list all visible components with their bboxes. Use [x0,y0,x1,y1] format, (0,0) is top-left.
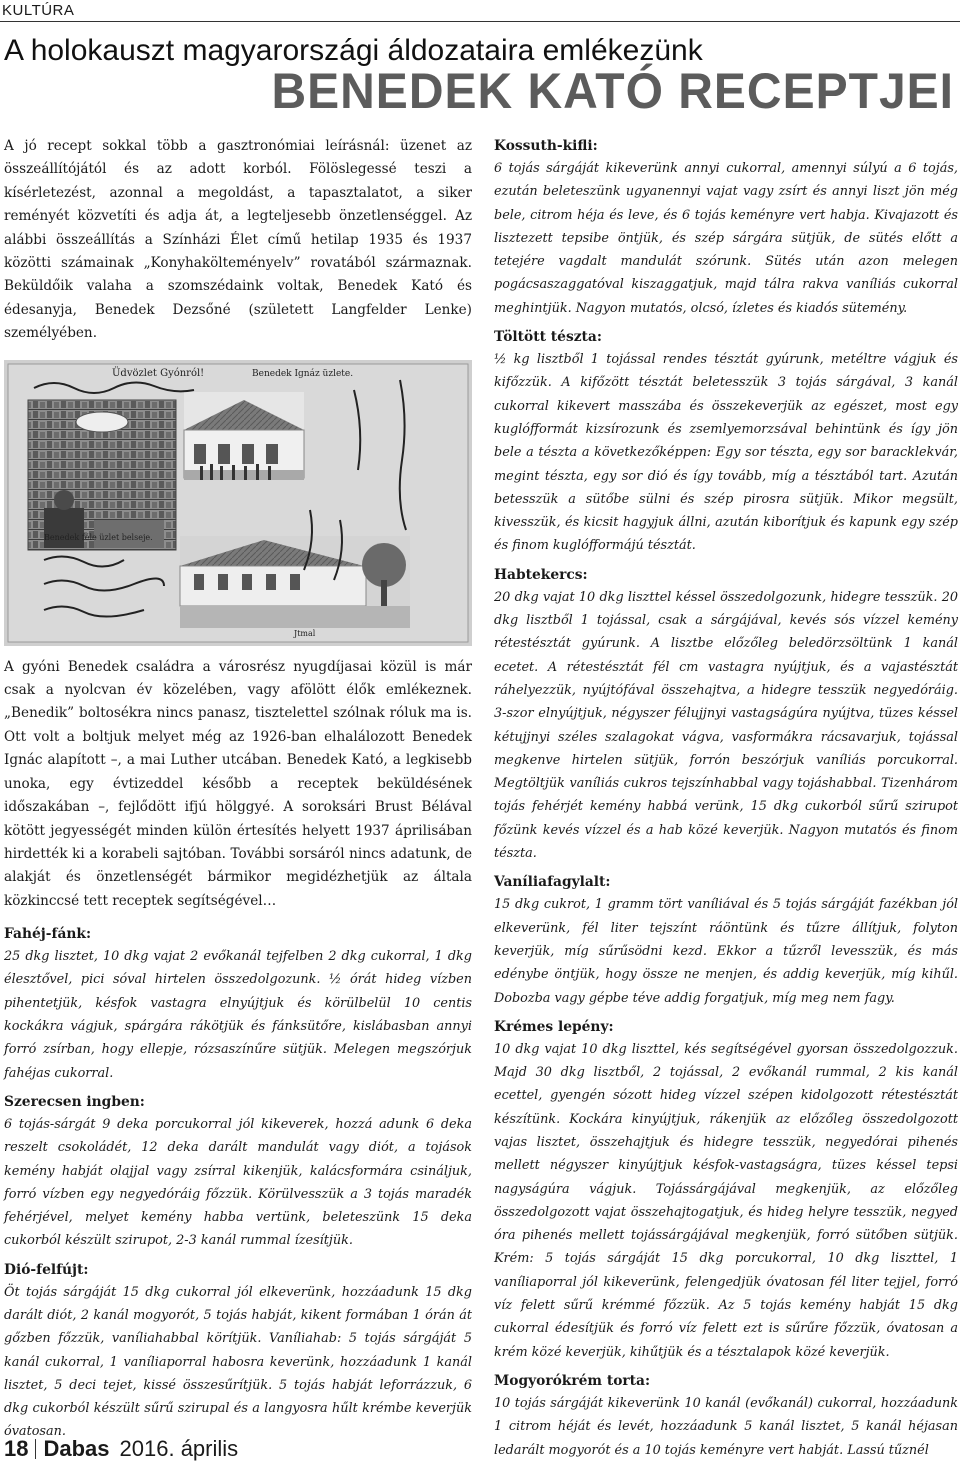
caption-bottom-right: Jtmal [294,628,316,638]
recipe-title: Krémes lepény: [494,1018,614,1035]
intro-paragraph: A jó recept sokkal több a gasztronómiai leírásnál: üzenet az összeállítójától és az adott korból. Fölöslegessé teszi a kísérletezést, azonnal a megoldást, a tapasztalatot, a siker reményét közvetíti és adja át, a legteljesebb önzetlenséggel. Az alábbi összeállítás a Színházi Élet című hetilap 1935 és 1937 közötti számainak „Konyhakölteményelv” rovatából származnak. Beküldőik valaha a szomszédaink voltak, Benedek Kató és édesanyja, Benedek Dezsőné (született Langfelder Lenke) személyében. [4,138,472,342]
footer-separator [35,1439,36,1459]
caption-interior: Benedek féle üzlet belseje. [44,532,153,542]
recipe-title: Kossuth-kifli: [494,138,598,154]
recipes-right-list [494,135,958,1462]
left-column [4,135,472,1444]
recipe-text: 10 tojás sárgáját kikeverünk 10 kanál (evőkanál) cukorral, hozzáadunk 1 citrom héját és levét, hozzáadunk 5 kanál lisztet, 5 kanál héjasan ledarált mogyorót és a 10 tojás keményre vert habját. Lassú tűznél [494,1395,958,1458]
recipe-text: 15 dkg cukrot, 1 gramm tört vaníliával és 5 tojás sárgáját fazékban jól elkeverünk, fél liter tejszínt ráöntünk és tűzre állítjuk, folyton keverjük, míg sűrűsödni kezd. Ekkor a tűzről levesszük, és más edénybe öntjük, hogy össze ne menjen, és addig keverjük, míg kihűl. Dobozba vagy gépbe téve addig forgatjuk, míg meg nem fagy. [494,897,958,1006]
recipe-text: Öt tojás sárgáját 15 dkg cukorral jól elkeverünk, hozzáadunk 15 dkg darált diót, 2 kanál mogyorót, 5 tojás habját, kikent formában 1 órán át gőzben főzzük, vaníliahabbal körítjük. Vaníliahab: 5 tojás sárgáját 5 kanál cukorral, 1 vaníliaporral habosra keverünk, hozzáadunk 1 kanál lisztet, 5 deci tejet, kissé összesűrítjük. 5 tojás habját leforrázzuk, 6 dkg cukorból készült sűrű szirupal és a langyosra hűlt krémbe keverjük óvatosan. [4,1284,472,1440]
issue-date: 2016. április [119,1436,239,1461]
historic-postcard-image [4,360,472,646]
caption-top-left: Üdvözlet Gyónról! [112,367,205,379]
recipe-title: Habtekercs: [494,566,588,583]
right-column [494,135,958,1462]
recipe-text: 6 tojás-sárgát 9 deka porcukorral jól kikeverek, hozzá adunk 6 deka reszelt csokoládét, 12 deka darált mandulát vagy diót, a tojások kemény habját olajjal vagy zsírral kikenjük, kalácsformára csináljuk, forró vízben egy negyedóráig főzzük. Körülvesszük a 3 tojás maradék fehérjével, melyet kemény habba vertünk, beleteszünk 15 deka cukorból készült szirupot, 2-3 kanál rummal ízesítjük. [4,1116,472,1249]
recipe-text: 20 dkg vajat 10 dkg liszttel késsel összedolgozunk, hidegre tesszük. 20 dkg lisztből 1 tojással, csak a sárgájával, kevés sós vízzel kemény rétestésztát gyúrunk. A lisztbe előzőleg beledörzsöltünk 1 kanál ecetet. A rétestésztát fél cm vastagra nyújtjuk, és a vajastésztát ráhelyezzük, nyújtófával összehajtva, a hidegre tesszük negyedóráig. 3-szor elnyújtjuk, négyszer félujjnyi vastagságúra nyújtva, tüzes késsel kétujjnyi széles szalagokat vágva, vasformákra rácsavarjuk, tojással megkenve hirtelen sütjük, forrón beszórjuk vaníliás porcukorral. Megtöltjük vaníliás cukros tejszínhabbal vagy tojáshabbal. Tizenhárom tojás fehérjét kemény habbá verünk, 15 dkg cukorból sűrű szirupot főzünk kevés vízzel és a hab közé keverjük. Nagyon mutatós és finom tészta. [494,589,958,862]
recipe-title: Mogyorókrém torta: [494,1372,651,1389]
recipe-text: ½ kg lisztből 1 tojással rendes tésztát gyúrunk, metéltre vágjuk és kifőzzük. A kifőzött tésztát beletesszük 3 tojás sárgával, 3 kanál cukorral kikevert masszába és összekeverjük az egészet, most egy kuglófformát kizsírozunk és zsemlyemorzsával behintünk és így jön bele a tészta a következőképpen: Egy sor tészta, egy sor baracklekvár, megint tészta, egy sor dió és így tovább, míg a tésztából tart. Azután betesszük a sütőbe sülni és szép pirosra sütjük. Mikor megsült, kivesszük, és kicsit hagyjuk állni, azután kiborítjuk és kapunk egy szép és finom kuglófformájú tésztát. [494,352,958,554]
recipes-left-list [4,923,472,1444]
recipe-title: Fahéj-fánk: [4,926,92,943]
article-headline: BENEDEK KATÓ RECEPTJEI [271,63,954,120]
article-kicker: A holokauszt magyarországi áldozataira emlékezünk [4,34,703,67]
page-footer [4,1436,238,1462]
recipe-title: Szerecsen ingben: [4,1093,145,1110]
publication-name: Dabas [43,1436,110,1461]
recipe-text: 6 tojás sárgáját kikeverünk annyi cukorral, amennyi súlyú a 6 tojás, ezután beleteszünk ugyanennyi vajat vagy zsírt és annyi liszt jön még bele, citrom héja és leve, és 6 tojás keményre vert habja. Kivajazott és lisztezett tepsibe öntjük, és szép sárgára sütjük, de sütés előtt a tetejére vagdalt mandulát szórunk. Sütés után azon melegen pogácsaszaggatóval kiszaggatjuk, majd tálra rakva vaníliás cukorral meghintjük. Nagyon mutatós, olcsó, ízletes és kiadós sütemény. [494,161,958,316]
postcard-illustration [4,360,472,646]
page-number: 18 [4,1436,29,1461]
recipe-text: 10 dkg vajat 10 dkg liszttel, kés segítségével gyorsan összedolgozzuk. Majd 30 dkg lisztből, 2 tojással, 2 evőkanál rummal, 2 kis kanál ecettel, gyengén sózott hideg vízzel szépen kidolgozott rétestésztát készítünk. Kockára kinyújtjuk, rákenjük az előzőleg összedolgozott vajas lisztet, összehajtjuk és hidegre tesszük, negyedórai pihenés mellett négyszer kinyújtjuk késfok-vastagságra, tüzes késsel tepsi nagyságúra vágjuk. Tojássárgájával megkenjük, az előzőleg összedolgozott vajat összehajtogatjuk, és hideg helyre tesszük, negyed óra pihenés mellett tojássárgájával megkenjük, forró sütőben sütjük. Krém: 5 tojás sárgáját 15 dkg porcukorral, 10 dkg liszttel, 1 vaníliaporral jól kikeverünk, felengedjük óvatosan fél liter tejjel, forró víz felett sűrű krémmé főzzük. Az 5 tojás kemény habját 15 dkg cukorral édesítjük és forró víz felett ezt is sűrűre főzzük, óvatosan a krém közé keverjük, kihűtjük és a tésztalapok közé keverjük. [494,1041,958,1360]
story-paragraph: A gyóni Benedek családra a városrész nyugdíjasai közül is már csak a nyolcvan év közelében, vagy afölött élők emlékeznek. „Benedik” boltosékra nincs panasz, tisztelettel szólnak róluk ma is. Ott volt a boltjuk melyet még az 1926-ban elhalálozott Benedek Ignác alapított –, a mai Luther utcában. Benedek Kató, a legkisebb unoka, egy évtizeddel később a receptek beküldésének időszakában –, fejlődött ifjú hölggyé. A soroksári Brust Bélával kötött jegyességét minden külön értesítés helyett 1937 áprilisában hirdették ki a korabeli sajtóban. További sorsáról nincs adatunk, de alakját és önzetlenségét bármikor megidézhetjük az általa közkinccsé tett receptek segítségével… [4,658,472,909]
recipe-title: Vaníliafagylalt: [494,874,611,891]
recipe-title: Dió-felfújt: [4,1261,89,1278]
recipe-title: Töltött tészta: [494,329,602,346]
recipe-text: 25 dkg lisztet, 10 dkg vajat 2 evőkanál tejfelben 2 dkg cukorral, 1 dkg élesztővel, pici sóval hirtelen összedolgozunk. ½ órát hideg vízben pihentetjük, késfok vastagra elnyújtjuk és körülbelül 10 centis kockákra vágjuk, spárgára rákötjük és fánksütőre, kislábasban annyi forró zsírban, hogy ellepje, rózsaszínűre sütjük. Melegen megszórjuk fahéjas cukorral. [4,949,472,1081]
section-tag: KULTÚRA [0,0,960,22]
caption-top-right: Benedek Ignáz üzlete. [252,368,354,379]
